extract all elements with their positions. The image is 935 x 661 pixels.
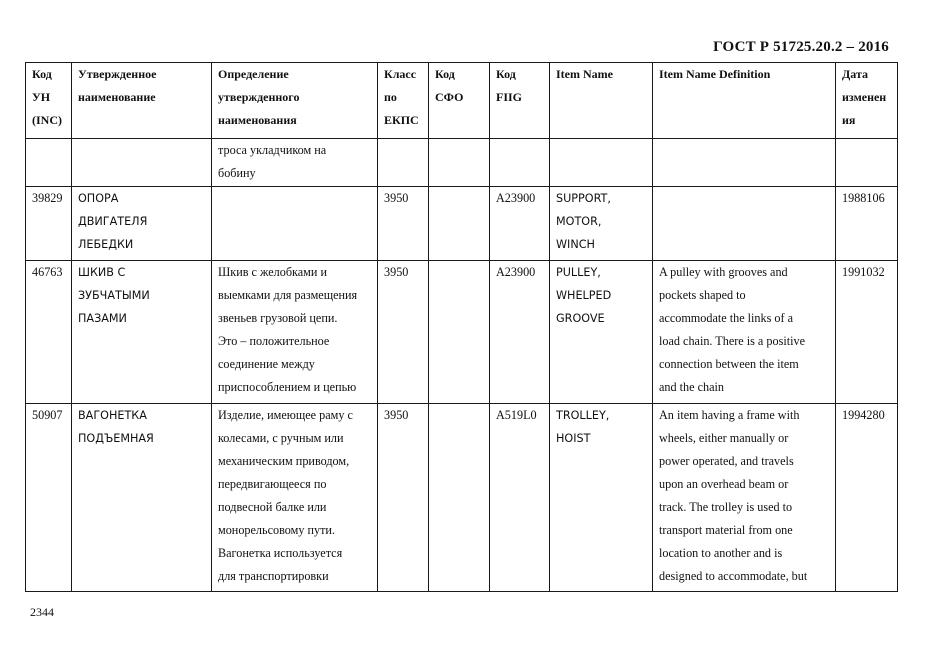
cell-definition: Изделие, имеющее раму с колесами, с ручным или механическим приводом, передвигающееся по подвесной балке или монорельсовому пути. Вагонетка используется для транспортировки bbox=[212, 404, 378, 592]
column-header-inc: Код УН (INC) bbox=[26, 63, 72, 139]
cell-item-name-definition: An item having a frame with wheels, either manually or power operated, and travels upon an overhead beam or track. The trolley is used to transport material from one location to another and is designed to accommodate, but bbox=[653, 404, 836, 592]
cell-approved-name: ОПОРА ДВИГАТЕЛЯ ЛЕБЕДКИ bbox=[72, 187, 212, 261]
cell-approved-name bbox=[72, 139, 212, 187]
cell-item-name: TROLLEY, HOIST bbox=[550, 404, 653, 592]
cell-fiig-code: A519L0 bbox=[490, 404, 550, 592]
document-standard-title: ГОСТ Р 51725.20.2 – 2016 bbox=[713, 39, 889, 55]
cell-approved-name: ВАГОНЕТКА ПОДЪЕМНАЯ bbox=[72, 404, 212, 592]
cell-ekps-class: 3950 bbox=[378, 404, 429, 592]
column-header-sfo-code: Код СФО bbox=[429, 63, 490, 139]
cell-definition bbox=[212, 187, 378, 261]
cell-change-date: 1991032 bbox=[836, 261, 898, 404]
cell-item-name-definition bbox=[653, 139, 836, 187]
cell-inc bbox=[26, 139, 72, 187]
cell-fiig-code bbox=[490, 139, 550, 187]
column-header-change-date: Дата изменен ия bbox=[836, 63, 898, 139]
cell-sfo-code bbox=[429, 187, 490, 261]
cell-item-name-definition: A pulley with grooves and pockets shaped to accommodate the links of a load chain. There is a positive connection between the item and the chain bbox=[653, 261, 836, 404]
cell-ekps-class: 3950 bbox=[378, 261, 429, 404]
cell-change-date: 1994280 bbox=[836, 404, 898, 592]
table-row bbox=[26, 187, 898, 261]
cell-inc: 50907 bbox=[26, 404, 72, 592]
cell-sfo-code bbox=[429, 261, 490, 404]
cell-item-name-definition bbox=[653, 187, 836, 261]
cell-item-name: PULLEY, WHELPED GROOVE bbox=[550, 261, 653, 404]
cell-fiig-code: A23900 bbox=[490, 187, 550, 261]
cell-item-name bbox=[550, 139, 653, 187]
cell-ekps-class: 3950 bbox=[378, 187, 429, 261]
column-header-approved-name: Утвержденное наименование bbox=[72, 63, 212, 139]
column-header-fiig-code: Код FIIG bbox=[490, 63, 550, 139]
cell-approved-name: ШКИВ С ЗУБЧАТЫМИ ПАЗАМИ bbox=[72, 261, 212, 404]
cell-sfo-code bbox=[429, 139, 490, 187]
table-header-row bbox=[26, 63, 898, 139]
cell-inc: 46763 bbox=[26, 261, 72, 404]
column-header-item-name-definition: Item Name Definition bbox=[653, 63, 836, 139]
cell-change-date: 1988106 bbox=[836, 187, 898, 261]
item-name-registry-table bbox=[25, 62, 898, 592]
cell-change-date bbox=[836, 139, 898, 187]
cell-definition: Шкив с желобками и выемками для размещения звеньев грузовой цепи. Это – положительное соединение между приспособлением и цепью bbox=[212, 261, 378, 404]
column-header-definition: Определение утвержденного наименования bbox=[212, 63, 378, 139]
column-header-item-name: Item Name bbox=[550, 63, 653, 139]
cell-inc: 39829 bbox=[26, 187, 72, 261]
cell-item-name: SUPPORT, MOTOR, WINCH bbox=[550, 187, 653, 261]
cell-fiig-code: A23900 bbox=[490, 261, 550, 404]
cell-sfo-code bbox=[429, 404, 490, 592]
table-row bbox=[26, 404, 898, 592]
cell-ekps-class bbox=[378, 139, 429, 187]
table-row bbox=[26, 261, 898, 404]
cell-definition: троса укладчиком на бобину bbox=[212, 139, 378, 187]
table-row bbox=[26, 139, 898, 187]
column-header-ekps-class: Класс по ЕКПС bbox=[378, 63, 429, 139]
page-number: 2344 bbox=[30, 605, 54, 619]
